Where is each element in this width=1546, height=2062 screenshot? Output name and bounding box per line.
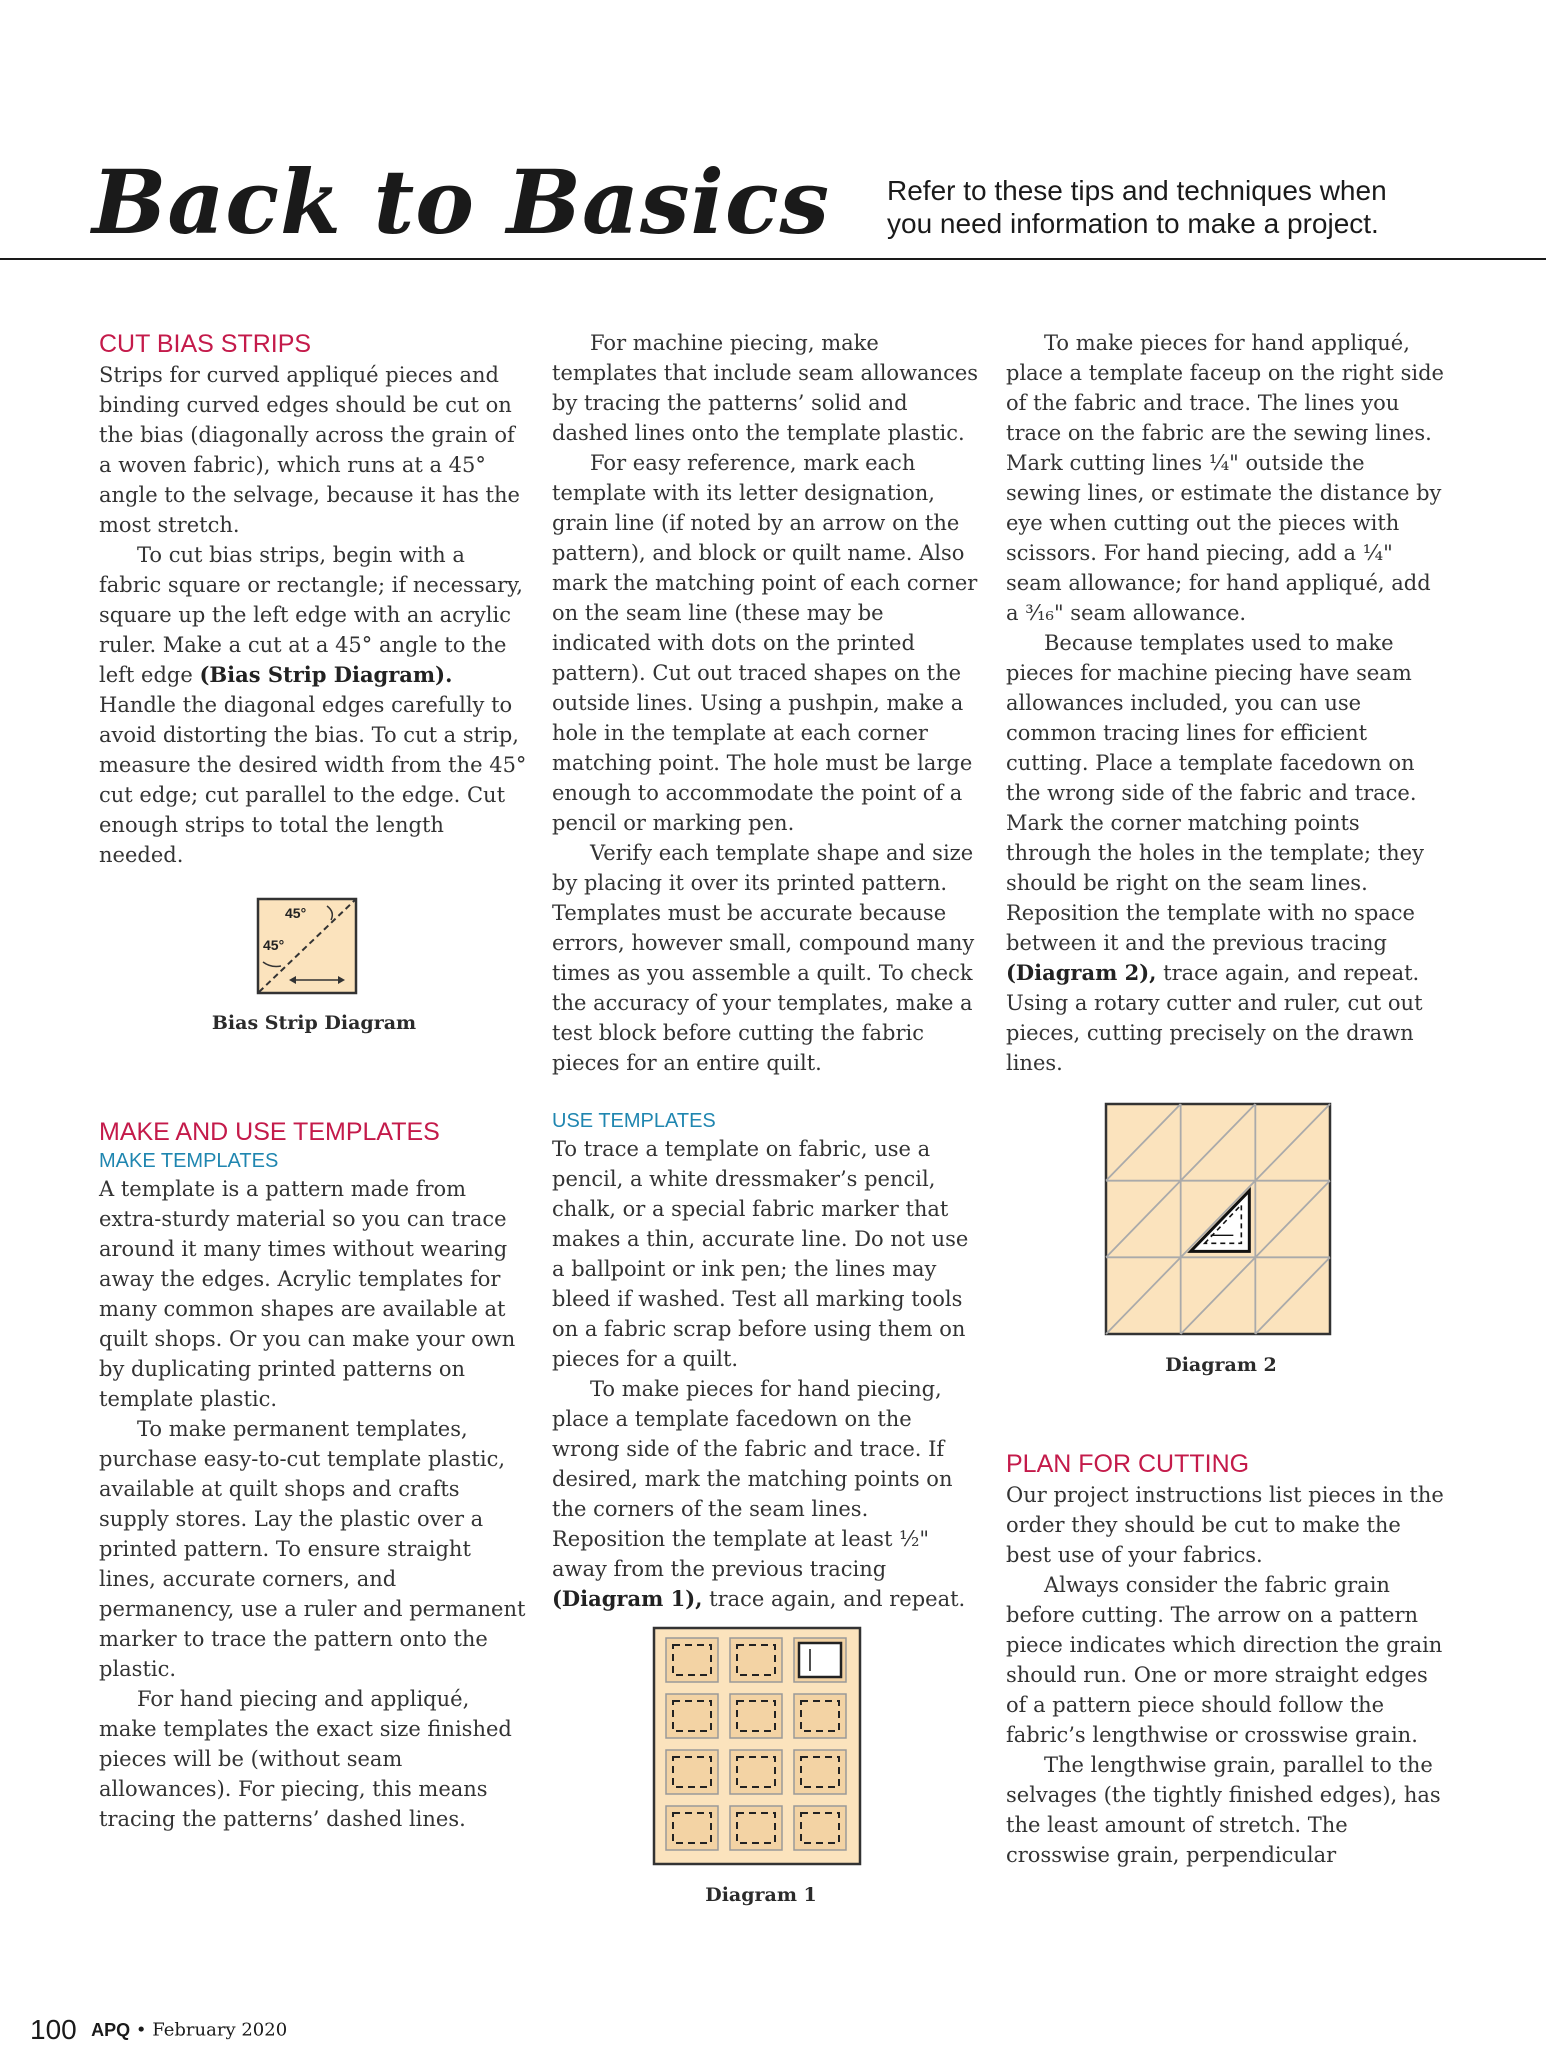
template-piece bbox=[799, 1643, 841, 1677]
diagram-2-reference: (Diagram 2), bbox=[1006, 960, 1157, 985]
page-footer bbox=[30, 2014, 287, 2046]
diagram-1-figure bbox=[552, 1626, 982, 1910]
cut-bias-heading: CUT BIAS STRIPS bbox=[99, 330, 312, 358]
cut-bias-text-b: Handle the diagonal edges carefully to avoid distorting the bias. To cut a strip, measure the desired width from the 45° cut edge; cut parallel to the edge. Cut enough strips to total the length needed. bbox=[99, 693, 527, 867]
verify-template-paragraph: Verify each template shape and size by placing it over its printed pattern. Templates must be accurate because errors, however small, compound many times as you assemble a quilt. To check the accuracy of your templates, make a test block before cutting the fabric pieces for an entire quilt. bbox=[552, 841, 975, 1075]
cut-bias-paragraph-1: Strips for curved appliqué pieces and binding curved edges should be cut on the bias (diagonally across the grain of a woven fabric), which runs at a 45° angle to the selvage, because it has the most stretch. bbox=[99, 363, 520, 537]
plan-cutting-paragraph-3: The lengthwise grain, parallel to the selvages (the tightly finished edges), has the least amount of stretch. The crosswise grain, perpendicular bbox=[1006, 1753, 1441, 1867]
use-templates-paragraph-2 bbox=[552, 1374, 982, 1614]
page-number: 100 bbox=[30, 2014, 77, 2045]
use-templates-paragraph-1: To trace a template on fabric, use a pencil, a white dressmaker’s pencil, chalk, or a special fabric marker that makes a thin, accurate line. Do not use a ballpoint or ink pen; the lines may bleed if washed. Test all marking tools on a fabric scrap before using them on pieces for a quilt. bbox=[552, 1137, 969, 1371]
machine-piecing-paragraph: For machine piecing, make templates that include seam allowances by tracing the patterns’ solid and dashed lines onto the template plastic. bbox=[552, 331, 979, 445]
diagram-2 bbox=[1104, 1102, 1334, 1338]
plan-cutting-paragraph-2: Always consider the fabric grain before cutting. The arrow on a pattern piece indicates which direction the grain should run. One or more straight edges of a pattern piece should follow the fabric’s lengthwise or crosswise grain. bbox=[1006, 1573, 1443, 1747]
make-templates-paragraph-2: To make permanent templates, purchase easy-to-cut template plastic, available at quilt shops and crafts supply stores. Lay the plastic over a printed pattern. To ensure straight lines, accurate corners, and permanency, use a ruler and permanent marker to trace the pattern onto the plastic. bbox=[99, 1417, 526, 1681]
intro-text bbox=[887, 174, 1447, 240]
use-templates-text-b: trace again, and repeat. bbox=[702, 1587, 966, 1611]
diagram-1-caption: Diagram 1 bbox=[705, 1884, 817, 1906]
page-title: Back to Basics bbox=[92, 150, 831, 254]
templates-heading: MAKE AND USE TEMPLATES bbox=[99, 1118, 440, 1146]
hand-applique-paragraph: To make pieces for hand appliqué, place a template faceup on the right side of the fabric and trace. The lines you trace on the fabric are the sewing lines. Mark cutting lines ¼" outside the sewing lines, or estimate the distance by eye when cutting out the pieces with scissors. For hand piecing, add a ¼" seam allowance; for hand appliqué, add a ³⁄₁₆" seam allowance. bbox=[1006, 331, 1444, 625]
column-1 bbox=[99, 328, 529, 1834]
plan-cutting-paragraph-1: Our project instructions list pieces in the order they should be cut to make the best use of your fabrics. bbox=[1006, 1483, 1444, 1567]
machine-templates-text-a: Because templates used to make pieces for machine piecing have seam allowances included, you can use common tracing lines for efficient cutting. Place a template facedown on the wrong side of the fabric and trace. Mark the corner matching points through the holes in the template; they should be right on the seam lines. Reposition the template with no space between it and the previous tracing bbox=[1006, 631, 1424, 955]
column-3 bbox=[1006, 328, 1446, 1870]
cut-bias-paragraph-2 bbox=[99, 540, 529, 870]
column-2 bbox=[552, 328, 982, 1910]
machine-templates-text-b: trace again, and repeat. Using a rotary cutter and ruler, cut out pieces, cutting precisely on the drawn lines. bbox=[1006, 961, 1423, 1075]
bias-strip-caption: Bias Strip Diagram bbox=[211, 1012, 417, 1034]
footer-separator: • bbox=[130, 2019, 153, 2041]
diagram-1-reference: (Diagram 1), bbox=[552, 1586, 703, 1611]
bias-strip-diagram bbox=[255, 896, 365, 1000]
machine-templates-paragraph bbox=[1006, 628, 1446, 1078]
diagram-2-figure bbox=[1006, 1102, 1446, 1380]
header-rule bbox=[0, 258, 1546, 260]
intro-line-1: Refer to these tips and techniques when bbox=[887, 175, 1387, 206]
cut-bias-text-a: To cut bias strips, begin with a fabric square or rectangle; if necessary, square up the left edge with an acrylic ruler. Make a cut at a 45° angle to the left edge bbox=[99, 543, 523, 687]
plan-cutting-heading: PLAN FOR CUTTING bbox=[1006, 1450, 1250, 1478]
make-templates-subheading: MAKE TEMPLATES bbox=[99, 1150, 279, 1172]
bias-diagram-reference: (Bias Strip Diagram). bbox=[199, 662, 453, 687]
issue-date: February 2020 bbox=[152, 2019, 288, 2041]
make-templates-paragraph-3: For hand piecing and appliqué, make templates the exact size finished pieces will be (without seam allowances). For piecing, this means tracing the patterns’ dashed lines. bbox=[99, 1687, 512, 1831]
intro-line-2: you need information to make a project. bbox=[887, 208, 1379, 239]
diagram-2-caption: Diagram 2 bbox=[1165, 1354, 1277, 1376]
bias-angle-top-label: 45° bbox=[285, 905, 307, 921]
diagram-1 bbox=[652, 1626, 862, 1866]
use-templates-subheading: USE TEMPLATES bbox=[552, 1110, 716, 1132]
use-templates-text-a: To make pieces for hand piecing, place a template facedown on the wrong side of the fabric and trace. If desired, mark the matching points on the corners of the seam lines. Reposition the template at least ½" away from the previous tracing bbox=[552, 1377, 953, 1581]
magazine-name: APQ bbox=[91, 2019, 131, 2040]
easy-reference-paragraph: For easy reference, mark each template with its letter designation, grain line (if noted by an arrow on the pattern), and block or quilt name. Also mark the matching point of each corner on the seam line (these may be indicated with dots on the printed pattern). Cut out traced shapes on the outside lines. Using a pushpin, make a hole in the template at each corner matching point. The hole must be large enough to accommodate the point of a pencil or marking pen. bbox=[552, 451, 978, 835]
make-templates-paragraph-1: A template is a pattern made from extra-sturdy material so you can trace around it many times without wearing away the edges. Acrylic templates for many common shapes are available at quilt shops. Or you can make your own by duplicating printed patterns on template plastic. bbox=[99, 1177, 516, 1411]
bias-angle-left-label: 45° bbox=[263, 937, 285, 953]
bias-strip-figure bbox=[99, 896, 529, 1038]
